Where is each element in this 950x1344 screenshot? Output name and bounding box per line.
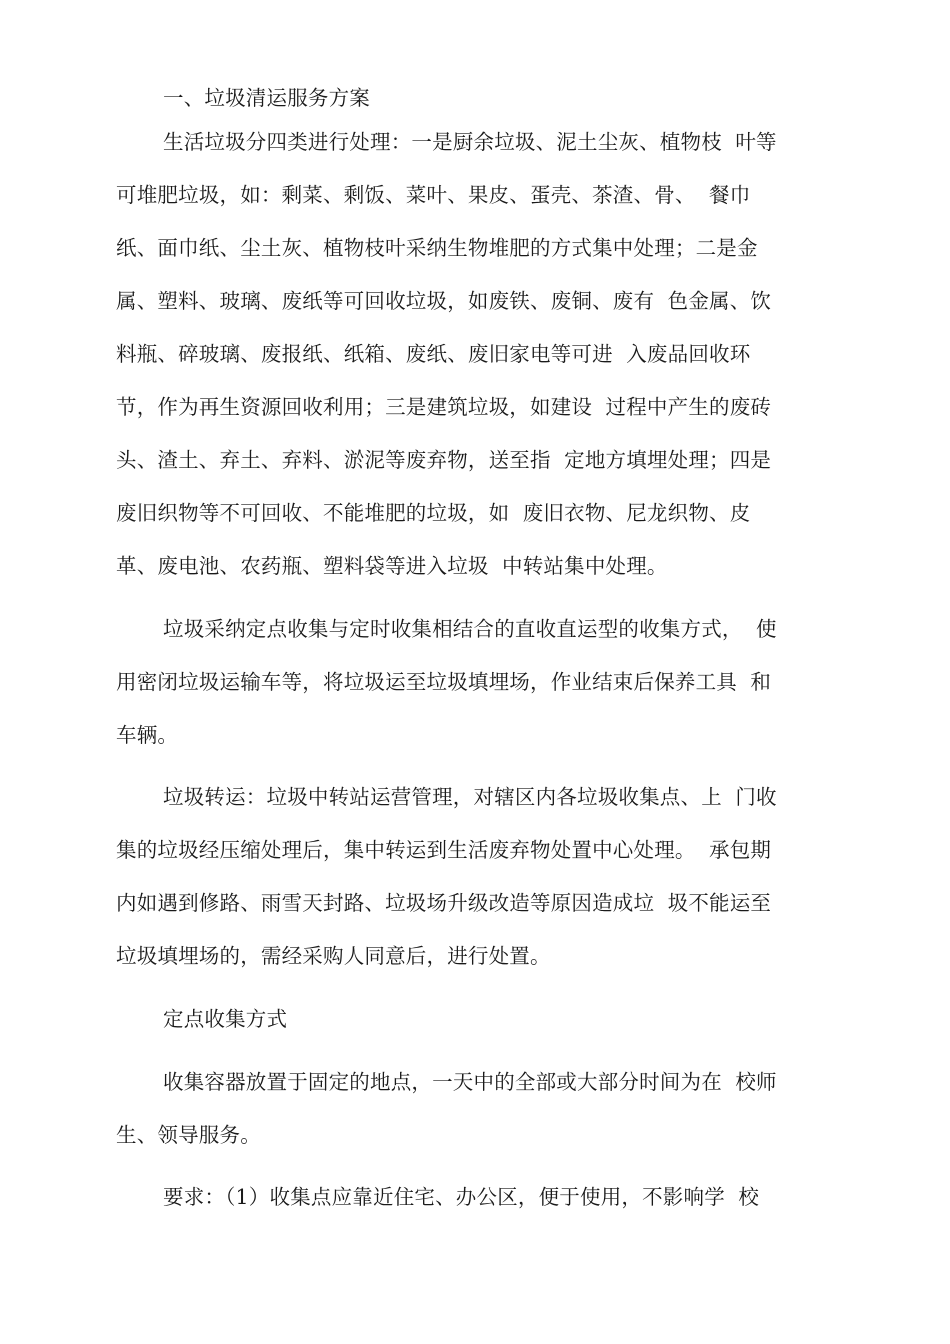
paragraph-line: 生、领导服务。 xyxy=(116,1123,261,1147)
paragraph-line: 车辆。 xyxy=(116,723,179,747)
paragraph-line: 料瓶、碎玻璃、废报纸、纸箱、废纸、废旧家电等可进 入废品回收环 xyxy=(116,342,751,366)
subheading: 定点收集方式 xyxy=(163,1007,288,1031)
paragraph-line: 集的垃圾经压缩处理后，集中转运到生活废弃物处置中心处理。 承包期 xyxy=(116,838,772,862)
paragraph-line: 垃圾采纳定点收集与定时收集相结合的直收直运型的收集方式， 使 xyxy=(163,617,777,641)
paragraph-line: 头、渣土、弃土、弃料、淤泥等废弃物，送至指 定地方填埋处理；四是 xyxy=(116,448,772,472)
paragraph-line: 收集容器放置于固定的地点，一天中的全部或大部分时间为在 校师 xyxy=(163,1070,777,1094)
paragraph-line: 属、塑料、玻璃、废纸等可回收垃圾，如废铁、废铜、废有 色金属、饮 xyxy=(116,289,772,313)
paragraph-line: 可堆肥垃圾，如：剩菜、剩饭、菜叶、果皮、蛋壳、茶渣、骨、 餐巾 xyxy=(116,183,751,207)
paragraph-line: 垃圾转运：垃圾中转站运营管理，对辖区内各垃圾收集点、上 门收 xyxy=(163,785,777,809)
paragraph-line: 要求：（1）收集点应靠近住宅、办公区，便于使用，不影响学 校 xyxy=(163,1185,760,1209)
paragraph-line: 垃圾填埋场的，需经采购人同意后，进行处置。 xyxy=(116,944,551,968)
paragraph-line: 革、废电池、农药瓶、塑料袋等进入垃圾 中转站集中处理。 xyxy=(116,554,668,578)
paragraph-line: 用密闭垃圾运输车等，将垃圾运至垃圾填埋场，作业结束后保养工具 和 xyxy=(116,670,772,694)
paragraph-line: 生活垃圾分四类进行处理：一是厨余垃圾、泥土尘灰、植物枝 叶等 xyxy=(163,130,777,154)
section-heading: 一、垃圾清运服务方案 xyxy=(163,86,370,110)
paragraph-line: 节，作为再生资源回收利用；三是建筑垃圾，如建设 过程中产生的废砖 xyxy=(116,395,772,419)
paragraph-line: 内如遇到修路、雨雪天封路、垃圾场升级改造等原因造成垃 圾不能运至 xyxy=(116,891,772,915)
paragraph-line: 废旧织物等不可回收、不能堆肥的垃圾，如 废旧衣物、尼龙织物、皮 xyxy=(116,501,751,525)
paragraph-line: 纸、面巾纸、尘土灰、植物枝叶采纳生物堆肥的方式集中处理；二是金 xyxy=(116,236,758,260)
